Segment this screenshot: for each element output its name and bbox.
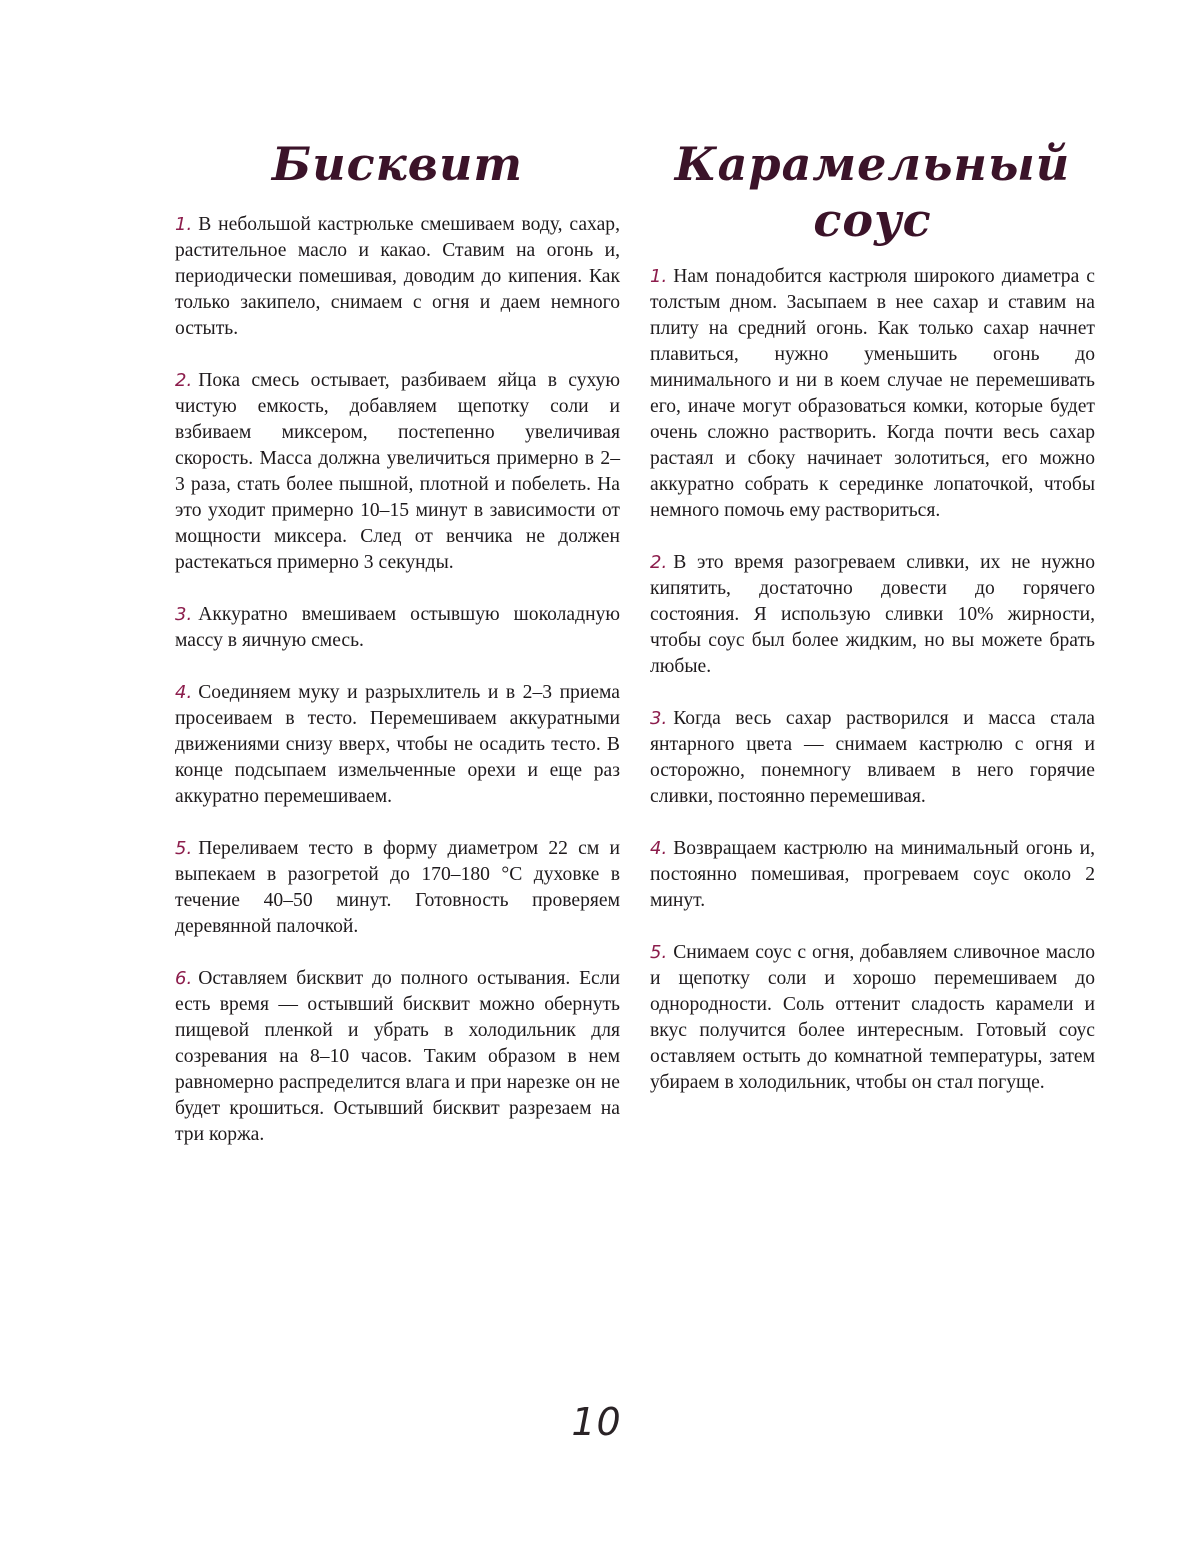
step-text: Соединяем муку и разрыхлитель и в 2–3 приема просеиваем в тесто. Перемешиваем аккуратными движениями снизу вверх, чтобы не осадить тесто. В конце подсыпаем измельченные орехи и еще раз аккуратно перемешиваем. bbox=[175, 682, 620, 807]
caramel-step-2 bbox=[650, 550, 1095, 680]
step-text: В это время разогреваем сливки, их не нужно кипятить, достаточно довести до горячего состояния. Я использую сливки 10% жирности, чтобы соус был более жидким, но вы можете брать любые. bbox=[650, 552, 1095, 677]
step-number: 4. bbox=[175, 682, 193, 703]
step-text: Когда весь сахар растворился и масса стала янтарного цвета — снимаем кастрюлю с огня и осторожно, понемногу вливаем в него горячие сливки, постоянно перемешивая. bbox=[650, 708, 1095, 807]
step-text: В небольшой кастрюльке смешиваем воду, сахар, растительное масло и какао. Ставим на огонь и, периодически помешивая, доводим до кипения. Как только закипело, снимаем с огня и даем немного остыть. bbox=[175, 214, 620, 339]
caramel-step-1 bbox=[650, 264, 1095, 524]
caramel-step-5 bbox=[650, 940, 1095, 1096]
biscuit-step-5 bbox=[175, 836, 620, 940]
step-number: 6. bbox=[175, 968, 193, 989]
step-number: 4. bbox=[650, 838, 668, 859]
step-text: Переливаем тесто в форму диаметром 22 см и выпекаем в разогретой до 170–180 °С духовке в течение 40–50 минут. Готовность проверяем деревянной палочкой. bbox=[175, 838, 620, 937]
step-number: 5. bbox=[650, 942, 668, 963]
biscuit-step-4 bbox=[175, 680, 620, 810]
step-number: 2. bbox=[650, 552, 668, 573]
step-text: Нам понадобится кастрюля широкого диаметра с толстым дном. Засыпаем в нее сахар и ставим на плиту на средний огонь. Как только сахар начнет плавиться, нужно уменьшить огонь до минимального и ни в коем случае не перемешивать его, иначе могут образоваться комки, которые будет очень сложно растворить. Когда почти весь сахар растаял и сбоку начинает золотиться, его можно аккуратно собрать к серединке лопаточкой, чтобы немного помочь ему раствориться. bbox=[650, 266, 1095, 521]
step-text: Аккуратно вмешиваем остывшую шоколадную массу в яичную смесь. bbox=[175, 604, 620, 651]
step-number: 1. bbox=[175, 214, 193, 235]
step-text: Снимаем соус с огня, добавляем сливочное масло и щепотку соли и хорошо перемешиваем до однородности. Соль оттенит сладость карамели и вкус получится более интересным. Готовый соус оставляем остыть до комнатной температуры, затем убираем в холодильник, чтобы он стал погуще. bbox=[650, 942, 1095, 1093]
caramel-step-3 bbox=[650, 706, 1095, 810]
caramel-sauce-title-line-1: Карамельный bbox=[674, 137, 1071, 191]
step-number: 5. bbox=[175, 838, 193, 859]
step-number: 2. bbox=[175, 370, 193, 391]
caramel-sauce-recipe-column bbox=[650, 130, 1095, 1122]
biscuit-title: Бисквит bbox=[271, 137, 524, 191]
biscuit-recipe-column bbox=[175, 130, 620, 1174]
step-text: Пока смесь остывает, разбиваем яйца в сухую чистую емкость, добавляем щепотку соли и взбиваем миксером, постепенно увеличивая скорость. Масса должна увеличиться примерно в 2–3 раза, стать более пышной, плотной и побелеть. На это уходит примерно 10–15 минут в зависимости от мощности миксера. След от венчика не должен растекаться примерно 3 секунды. bbox=[175, 370, 620, 573]
caramel-sauce-title bbox=[650, 130, 1095, 264]
step-number: 1. bbox=[650, 266, 668, 287]
step-text: Возвращаем кастрюлю на минимальный огонь и, постоянно помешивая, прогреваем соус около 2 минут. bbox=[650, 838, 1095, 911]
step-number: 3. bbox=[650, 708, 668, 729]
caramel-step-4 bbox=[650, 836, 1095, 914]
biscuit-step-3 bbox=[175, 602, 620, 654]
biscuit-step-2 bbox=[175, 368, 620, 576]
caramel-sauce-title-line-2: соус bbox=[813, 193, 932, 247]
step-number: 3. bbox=[175, 604, 193, 625]
biscuit-step-1 bbox=[175, 212, 620, 342]
step-text: Оставляем бисквит до полного остывания. Если есть время — остывший бисквит можно обернуть пищевой пленкой и убрать в холодильник для созревания на 8–10 часов. Таким образом в нем равномерно распределится влага и при нарезке он не будет крошиться. Остывший бисквит разрезаем на три коржа. bbox=[175, 968, 620, 1145]
page-number: 10 bbox=[571, 1400, 622, 1444]
biscuit-step-6 bbox=[175, 966, 620, 1148]
